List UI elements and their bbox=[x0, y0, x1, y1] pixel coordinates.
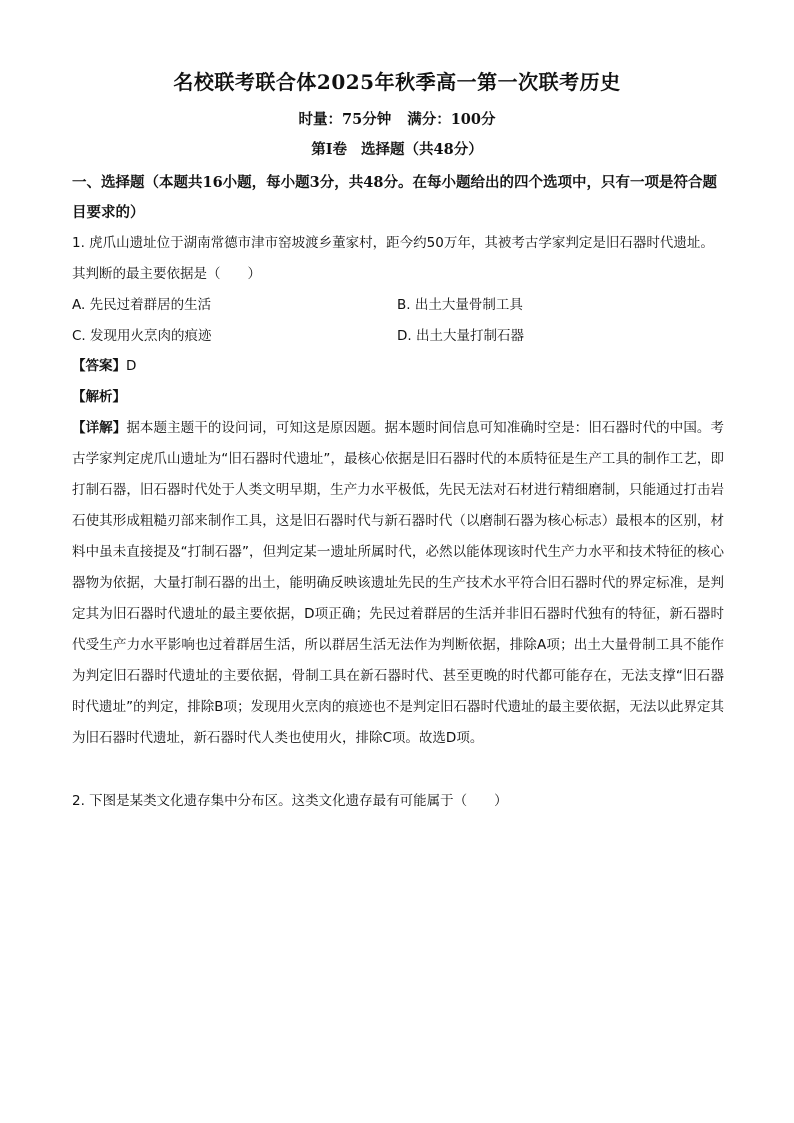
detail-tag: 【详解】 bbox=[72, 420, 127, 436]
volume-type: 选择题（共48分） bbox=[361, 141, 483, 158]
answer-value: D bbox=[126, 358, 137, 374]
detail-text: 据本题主题干的设问词，可知这是原因题。据本题时间信息可知准确时空是：旧石器时代的中国。考古学家判定虎爪山遗址为“旧石器时代遗址”，最核心依据是旧石器时代的本质特征是生产工具的制作工艺，即打制石器，旧石器时代处于人类文明早期，生产力水平极低，先民无法对石材进行精细磨制，只能通过打击岩石使其形成粗糙刃部来制作工具，这是旧石器时代与新石器时代（以磨制石器为核心标志）最根本的区别，材料中虽未直接提及“打制石器”，但判定某一遗址所属时代，必然以能体现该时代生产力水平和技术特征的核心器物为依据，大量打制石器的出土，能明确反映该遗址先民的生产技术水平符合旧石器时代的界定标准，是判定其为旧石器时代遗址的最主要依据，D项正确；先民过着群居的生活并非旧石器时代独有的特征，新石器时代受生产力水平影响也过着群居生活，所以群居生活无法作为判断依据，排除A项；出土大量骨制工具不能作为判定旧石器时代遗址的主要依据，骨制工具在新石器时代、甚至更晚的时代都可能存在，无法支撑“旧石器时代遗址”的判定，排除B项；发现用火烹肉的痕迹也不是判定旧石器时代遗址的最主要依据，无法以此界定其为旧石器时代遗址，新石器时代人类也使用火，排除C项。故选D项。 bbox=[72, 420, 725, 746]
volume-heading bbox=[0, 138, 794, 159]
option-a: A. 先民过着群居的生活 bbox=[72, 297, 212, 313]
answer-tag: 【答案】 bbox=[72, 358, 126, 374]
exam-score: 满分：100分 bbox=[407, 111, 496, 128]
section-heading: 一、选择题（本题共16小题，每小题3分，共48分。在每小题给出的四个选项中，只有一项是符合题目要求的） bbox=[72, 174, 717, 221]
option-c: C. 发现用火烹肉的痕迹 bbox=[72, 328, 212, 344]
question-2-stem: 2. 下图是某类文化遗存集中分布区。这类文化遗存最有可能属于（ ） bbox=[72, 793, 508, 809]
option-d: D. 出土大量打制石器 bbox=[397, 328, 524, 344]
answer-line bbox=[72, 351, 724, 382]
question-1-stem: 1. 虎爪山遗址位于湖南常德市津市窑坡渡乡董家村，距今约50万年，其被考古学家判定是旧石器时代遗址。其判断的最主要依据是（ ） bbox=[72, 235, 714, 282]
option-b: B. 出土大量骨制工具 bbox=[397, 297, 523, 313]
volume-name: 第Ⅰ卷 bbox=[311, 141, 348, 158]
analysis-line bbox=[72, 382, 724, 413]
exam-meta bbox=[0, 108, 794, 129]
page-title: 名校联考联合体2025年秋季高一第一次联考历史 bbox=[173, 70, 621, 94]
detail-paragraph bbox=[72, 413, 724, 754]
analysis-tag: 【解析】 bbox=[72, 389, 126, 405]
exam-time: 时量：75分钟 bbox=[298, 111, 392, 128]
